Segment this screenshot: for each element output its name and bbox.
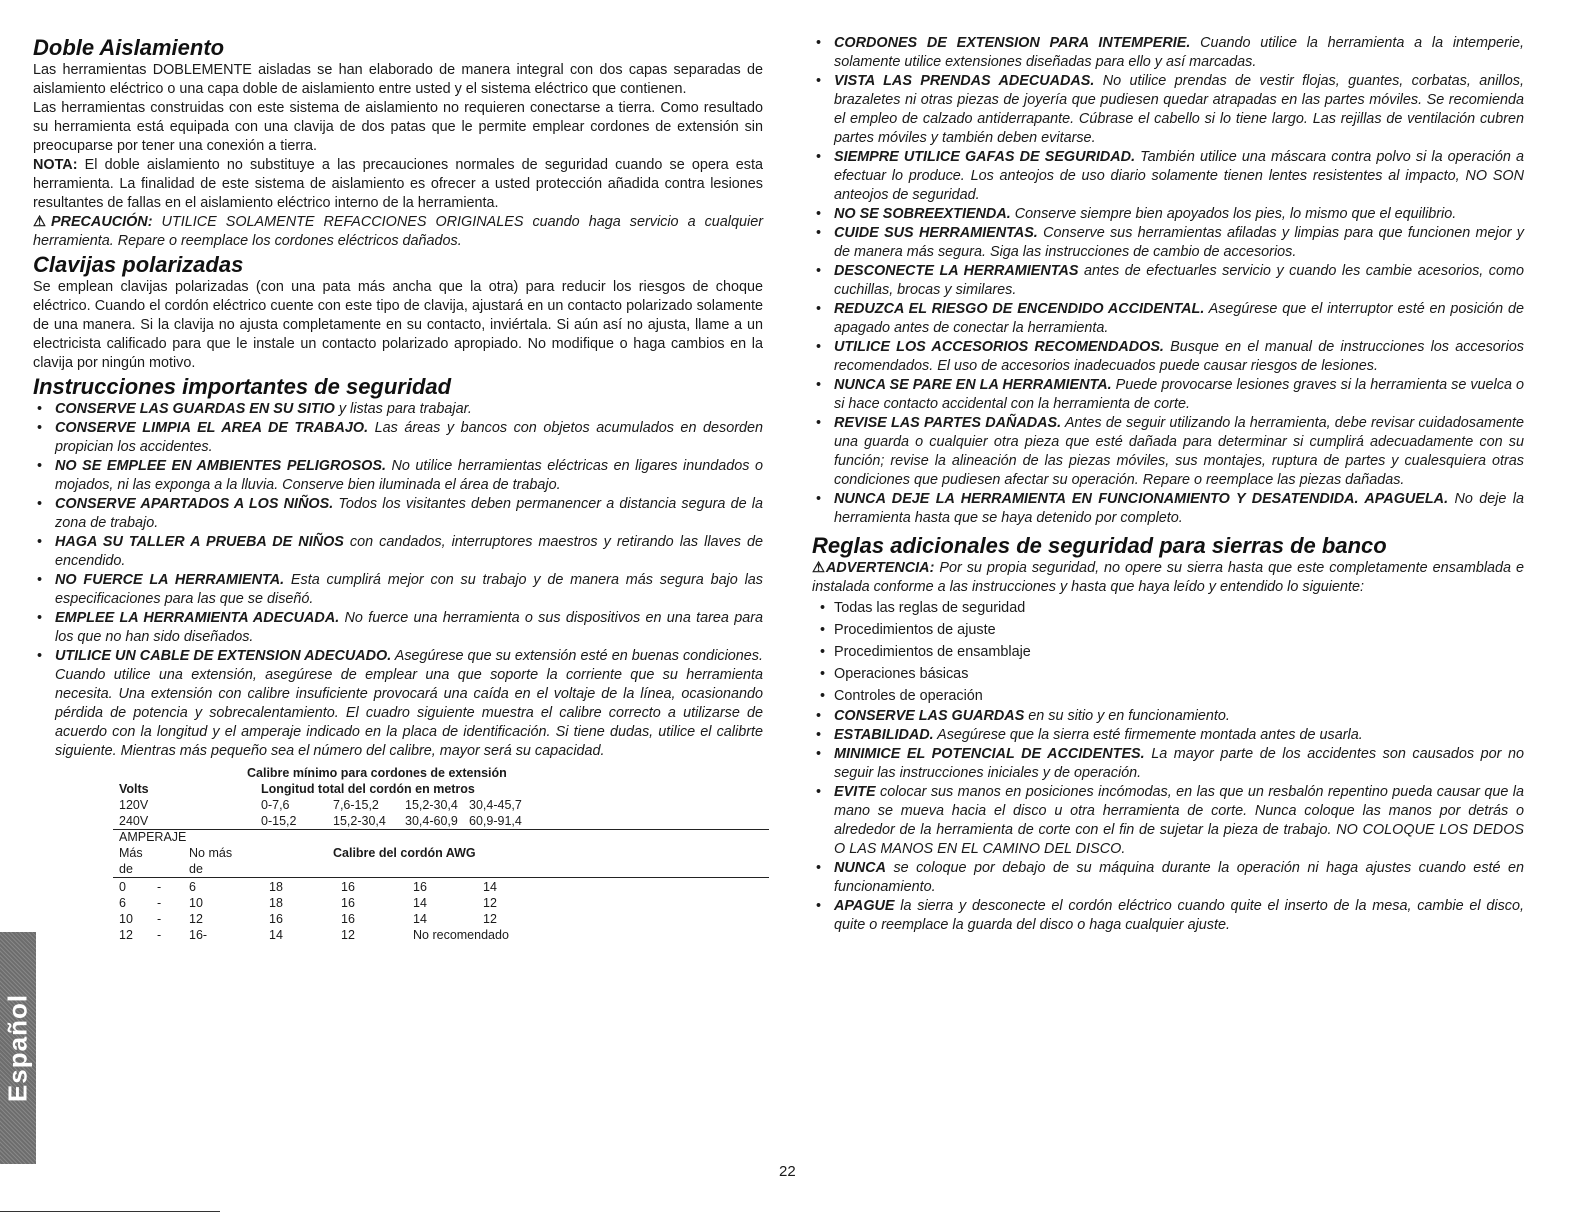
table-cell: 10 [189, 896, 203, 910]
list-item: • CONSERVE LIMPIA EL AREA DE TRABAJO. Las áreas y bancos con objetos acumulados en desorden propician los accidentes. [33, 419, 763, 457]
advertencia-label: ADVERTENCIA: [825, 560, 935, 576]
list-item: • UTILICE LOS ACCESORIOS RECOMENDADOS. Busque en el manual de instrucciones los accesorios recomendados. El uso de accesorios inadecuados puede causar riesgos de lesiones. [812, 338, 1524, 376]
list-item: • NUNCA se coloque por debajo de su máquina durante la operación ni haga ajustes cuando esté en funcionamiento. [812, 859, 1524, 897]
left-column [33, 34, 763, 961]
length-header: Longitud total del cordón en metros [261, 782, 475, 796]
table-cell: 240V [119, 814, 149, 828]
de-label: de [119, 862, 133, 876]
table-cell: 0-7,6 [261, 798, 290, 812]
table-cell: 15,2-30,4 [333, 814, 386, 828]
list-item: • VISTA LAS PRENDAS ADECUADAS. No utilice prendas de vestir flojas, guantes, corbatas, anillos, brazaletes ni otras piezas de joyería que pudiesen quedar atrapadas en las partes móviles. Se recomienda el empleo de calzado antiderrapante. Cúbrase el cabello si lo tiene largo. Las rejillas de ventilación cubren partes móviles y también deben evitarse. [812, 72, 1524, 148]
table-cell: 0 [119, 880, 126, 894]
nota-text: El doble aislamiento no substituye a las precauciones normales de seguridad cuando se opera esta herramienta. La finalidad de este sistema de aislamiento es ofrecer a usted protección añadida contra lesiones resultantes de fallas en el aislamiento eléctrico interno de la herramienta. [33, 157, 763, 211]
amperaje-label: AMPERAJE [119, 830, 187, 844]
table-cell: 12 [483, 912, 497, 926]
table-cell: - [157, 912, 162, 926]
table-cell: 12 [483, 896, 497, 910]
advertencia-paragraph [812, 559, 1524, 597]
list-item: • NUNCA DEJE LA HERRAMIENTA EN FUNCIONAMIENTO Y DESATENDIDA. APAGUELA. No deje la herramienta hasta que se haya detenido por completo. [812, 490, 1524, 528]
table-cell: 14 [269, 928, 283, 942]
list-item: • NO FUERCE LA HERRAMIENTA. Esta cumplirá mejor con su trabajo y de manera más segura bajo las especificaciones para las que se diseñó. [33, 571, 763, 609]
table-cell: 16 [341, 880, 355, 894]
extension-cord-table [33, 765, 733, 961]
language-tab-label: Español [2, 993, 33, 1103]
list-item: • NO SE EMPLEE EN AMBIENTES PELIGROSOS. No utilice herramientas eléctricas en ligares inundados o mojados, ni las exponga a la lluvia. Conserve bien iluminada el área de trabajo. [33, 457, 763, 495]
awg-header: Calibre del cordón AWG [333, 846, 476, 860]
table-cell: 16 [341, 896, 355, 910]
page-number: 22 [779, 1163, 796, 1180]
list-item: • CORDONES DE EXTENSION PARA INTEMPERIE. Cuando utilice la herramienta a la intemperie, solamente utilice extensiones diseñadas para ello y así marcadas. [812, 34, 1524, 72]
list-item: • Procedimientos de ensamblaje [818, 641, 1524, 663]
paragraph-doble-aislamiento-1: Las herramientas DOBLEMENTE aisladas se han elaborado de manera integral con dos capas separadas de aislamiento eléctrico o una capa doble de aislamiento entre usted y el sistema eléctrico que contienen. [33, 62, 763, 97]
heading-clavijas: Clavijas polarizadas [33, 252, 244, 277]
nomas-label: No más [189, 846, 233, 860]
warning-icon: ⚠ [812, 560, 826, 576]
requisitos-list [818, 597, 1524, 707]
table-cell: 10 [119, 912, 133, 926]
table-cell: 30,4-60,9 [405, 814, 458, 828]
table-cell: 14 [413, 912, 427, 926]
table-cell: - [157, 928, 162, 942]
table-cell: 12 [189, 912, 203, 926]
table-cell: 30,4-45,7 [469, 798, 522, 812]
list-item: • EVITE colocar sus manos en posiciones incómodas, en las que un resbalón repentino pueda causar que la mano se mueva hacia el disco u otra herramienta de corte. Nunca coloque las manos por detrás o alrededor de la herramienta de corte con el fin de sujetar la pieza de trabajo. NO COLOQUE LOS DEDOS O LAS MANOS EN EL CAMINO DEL DISCO. [812, 783, 1524, 859]
list-item: • SIEMPRE UTILICE GAFAS DE SEGURIDAD. También utilice una máscara contra polvo si la operación a efectuar lo produce. Los anteojos de uso diario solamente tienen lentes resistentes al impacto, NO SON anteojos de seguridad. [812, 148, 1524, 205]
precaucion-text: UTILICE SOLAMENTE REFACCIONES ORIGINALES cuando haga servicio a cualquier herramienta. Repare o reemplace los cordones eléctricos dañados. [33, 214, 764, 249]
nota-paragraph [33, 156, 763, 213]
table-divider [113, 877, 769, 878]
advertencia-text: Por su propia seguridad, no opere su sierra hasta que este completamente ensamblada e instalada conforme a las instrucciones y hasta que haya leído y entendido lo siguiente: [812, 560, 1525, 595]
list-item: • NO SE SOBREEXTIENDA. Conserve siempre bien apoyados los pies, lo mismo que el equilibrio. [812, 205, 1524, 224]
table-cell: 16 [341, 912, 355, 926]
list-item: • DESCONECTE LA HERRAMIENTAS antes de efectuarles servicio y cuando les cambie acesorios, como cuchillas, brocas y similares. [812, 262, 1524, 300]
list-item: • REDUZCA EL RIESGO DE ENCENDIDO ACCIDENTAL. Asegúrese que el interruptor esté en posición de apagado antes de conectar la herramienta. [812, 300, 1524, 338]
heading-reglas-adicionales: Reglas adicionales de seguridad para sierras de banco [812, 533, 1387, 558]
table-cell: 6 [189, 880, 196, 894]
table-cell: 14 [483, 880, 497, 894]
nota-label: NOTA: [33, 157, 78, 173]
table-cell: - [157, 896, 162, 910]
right-column [812, 34, 1524, 935]
table-divider [113, 829, 769, 830]
list-item: • REVISE LAS PARTES DAÑADAS. Antes de seguir utilizando la herramienta, debe revisar cuidadosamente una guarda o cualquier otra pieza que esté dañada para determinar si cumplirá adecuadamente con su función; revise la alineación de las piezas móviles, sus montajes, ruptura de partes y cualesquiera otras condiciones que pudiesen afectar su operación. Repare o reemplace las piezas dañadas. [812, 414, 1524, 490]
volts-header: Volts [119, 782, 149, 796]
footer-rule [0, 1211, 220, 1212]
table-cell: 16- [189, 928, 208, 942]
table-cell: 18 [269, 896, 283, 910]
paragraph-doble-aislamiento-2: Las herramientas construidas con este sistema de aislamiento no requieren conectarse a tierra. Como resultado su herramienta está equipada con una clavija de dos patas que le permite emplear cordones de extensión sin preocuparse por tener una conexión a tierra. [33, 100, 763, 154]
language-side-tab [0, 932, 36, 1164]
precaucion-label: PRECAUCIÓN: [50, 214, 153, 230]
table-cell: 15,2-30,4 [405, 798, 458, 812]
list-item: • MINIMICE EL POTENCIAL DE ACCIDENTES. La mayor parte de los accidentes son causados por no seguir las instrucciones iniciales y de operación. [812, 745, 1524, 783]
list-item: • Todas las reglas de seguridad [818, 597, 1524, 619]
list-item: • CONSERVE LAS GUARDAS en su sitio y en funcionamiento. [812, 707, 1524, 726]
table-title: Calibre mínimo para cordones de extensión [247, 766, 507, 780]
list-item: • CONSERVE LAS GUARDAS EN SU SITIO y listas para trabajar. [33, 400, 763, 419]
precaucion-paragraph [33, 213, 763, 251]
list-item: • UTILICE UN CABLE DE EXTENSION ADECUADO. Asegúrese que su extensión esté en buenas condiciones. Cuando utilice una extensión, asegúrese de emplear una que soporte la corriente que su herramienta necesita. Una extensión con calibre insuficiente provocará una caída en el voltaje de la línea, ocasionando pérdida de potencia y sobrecalentamiento. El cuadro siguiente muestra el calibre correcto a utilizarse de acuerdo con la longitud y el amperaje indicado en la placa de identificación. Si tiene dudas, utilice el calibrte siguiente. Mientras más pequeño sea el número del calibre, mayor será su capacidad. [33, 647, 763, 761]
table-cell: 16 [413, 880, 427, 894]
seguridad-list-continued [812, 34, 1524, 528]
list-item: • CUIDE SUS HERRAMIENTAS. Conserve sus herramientas afiladas y limpias para que funcionen mejor y de manera más segura. Siga las instrucciones de cambio de accesorios. [812, 224, 1524, 262]
table-cell: - [157, 880, 162, 894]
table-cell: 16 [269, 912, 283, 926]
heading-instrucciones: Instrucciones importantes de seguridad [33, 374, 452, 399]
list-item: • Operaciones básicas [818, 663, 1524, 685]
table-cell: 14 [413, 896, 427, 910]
list-item: • CONSERVE APARTADOS A LOS NIÑOS. Todos los visitantes deben permanencer a distancia segura de la zona de trabajo. [33, 495, 763, 533]
list-item: • APAGUE la sierra y desconecte el cordón eléctrico cuando quite el inserto de la mesa, cambie el disco, quite o reemplace la guarda del disco o haga cualquier ajuste. [812, 897, 1524, 935]
list-item: • Procedimientos de ajuste [818, 619, 1524, 641]
warning-icon: ⚠ [33, 214, 51, 230]
paragraph-clavijas: Se emplean clavijas polarizadas (con una pata más ancha que la otra) para reducir los riesgos de choque eléctrico. Cuando el cordón eléctrico cuente con este tipo de clavija, ajustará en un contacto polarizado solamente de una manera. Si la clavija no ajusta completamente en su contacto, inviértala. Si aún así no ajusta, llame a un electricista calificado para que le instale un contacto polarizado apropiado. No modifique o haga cambios en la clavija por ningún motivo. [33, 279, 763, 371]
table-cell: 0-15,2 [261, 814, 297, 828]
table-cell: 12 [119, 928, 133, 942]
list-item: • HAGA SU TALLER A PRUEBA DE NIÑOS con candados, interruptores maestros y retirando las llaves de encendido. [33, 533, 763, 571]
list-item: • EMPLEE LA HERRAMIENTA ADECUADA. No fuerce una herramienta o sus dispositivos en una tarea para los que no han sido diseñados. [33, 609, 763, 647]
list-item: • ESTABILIDAD. Asegúrese que la sierra esté firmemente montada antes de usarla. [812, 726, 1524, 745]
instrucciones-list [33, 400, 763, 761]
de-label: de [189, 862, 203, 876]
table-cell: 18 [269, 880, 283, 894]
table-cell: 120V [119, 798, 149, 812]
list-item: • Controles de operación [818, 685, 1524, 707]
sierras-list [812, 707, 1524, 935]
list-item: • NUNCA SE PARE EN LA HERRAMIENTA. Puede provocarse lesiones graves si la herramienta se vuelca o si hace contacto accidental con la herramienta de corte. [812, 376, 1524, 414]
mas-label: Más [119, 846, 143, 860]
table-cell: No recomendado [413, 928, 509, 942]
table-cell: 12 [341, 928, 355, 942]
table-cell: 7,6-15,2 [333, 798, 379, 812]
table-cell: 60,9-91,4 [469, 814, 522, 828]
table-cell: 6 [119, 896, 126, 910]
heading-doble-aislamiento: Doble Aislamiento [33, 35, 225, 60]
